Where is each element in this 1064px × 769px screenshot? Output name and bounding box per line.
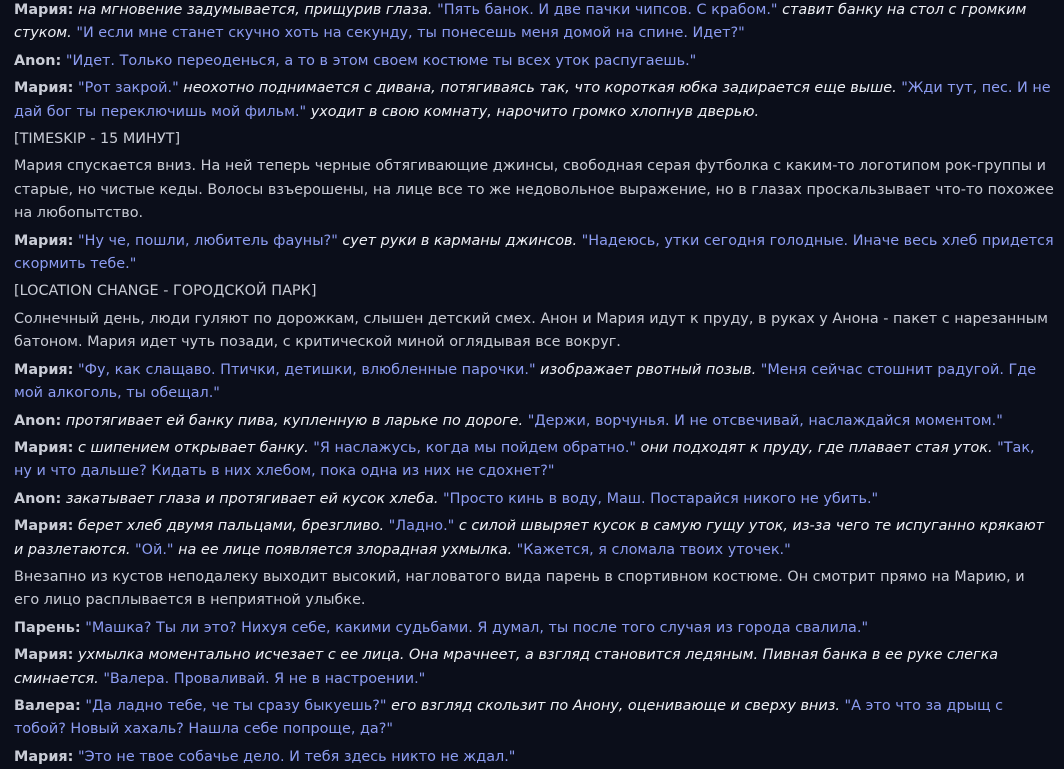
- quoted-speech: "Ну че, пошли, любитель фауны?": [78, 232, 338, 249]
- chat-message: [14, 230, 1054, 277]
- quoted-speech: "Просто кинь в воду, Маш. Постарайся никого не убить.": [443, 490, 879, 507]
- speaker-name: Мария:: [14, 748, 74, 765]
- quoted-speech: "Меня сейчас стошнит радугой. Где мой алкоголь, ты обещал.": [14, 361, 1037, 402]
- quoted-speech: "А это что за дрыщ с тобой? Новый хахаль? Нашла себе попроще, да?": [14, 697, 1004, 738]
- narration-text: Внезапно из кустов неподалеку выходит высокий, нагловатого вида парень в спортивном костюме. Он смотрит прямо на Марию, и его лицо расплывается в неприятной улыбке.: [14, 568, 1025, 609]
- narration-text: Мария спускается вниз. На ней теперь черные обтягивающие джинсы, свободная серая футболка с каким-то логотипом рок-группы и старые, но чистые кеды. Волосы взъерошены, на лице все то же недовольное выражение, но в глазах проскальзывает что-то похожее на любопытство.: [14, 158, 1054, 222]
- action-text: с силой швыряет кусок в самую гущу уток, из-за чего те испуганно крякают и разлетаются.: [14, 518, 1045, 558]
- speaker-name: Мария:: [14, 361, 74, 378]
- speaker-name: Anon:: [14, 52, 62, 69]
- quoted-speech: "Идет. Только переоденься, а то в этом своем костюме ты всех уток распугаешь.": [65, 52, 697, 69]
- action-text: протягивает ей банку пива, купленную в ларьке по дороге.: [65, 412, 524, 429]
- quoted-speech: "Ладно.": [388, 518, 455, 535]
- action-text: сует руки в карманы джинсов.: [342, 232, 578, 249]
- chat-message: [14, 746, 1054, 769]
- chat-message: [14, 308, 1054, 355]
- quoted-speech: "И если мне станет скучно хоть на секунду, ты понесешь меня домой на спине. Идет?": [76, 25, 745, 42]
- chat-message: [14, 50, 1054, 73]
- action-text: закатывает глаза и протягивает ей кусок хлеба.: [65, 490, 439, 507]
- quoted-speech: "Кажется, я сломала твоих уточек.": [516, 541, 791, 558]
- quoted-speech: "Жди тут, пес. И не дай бог ты переключишь мой фильм.": [14, 80, 1051, 120]
- chat-message: [14, 77, 1054, 124]
- action-text: ставит банку на стол с громким стуком.: [14, 2, 1027, 42]
- quoted-speech: "Так, ну и что дальше? Кидать в них хлебом, пока одна из них не сдохнет?": [14, 439, 1035, 480]
- speaker-name: Парень:: [14, 619, 81, 636]
- chat-message: [14, 437, 1054, 484]
- quoted-speech: "Я наслажусь, когда мы пойдем обратно.": [313, 439, 637, 456]
- speaker-name: Anon:: [14, 490, 62, 507]
- action-text: берет хлеб двумя пальцами, брезгливо.: [78, 518, 385, 535]
- action-text: изображает рвотный позыв.: [540, 361, 757, 378]
- chat-message: [14, 644, 1054, 691]
- speaker-name: Мария:: [14, 647, 74, 664]
- chat-message: [14, 617, 1054, 640]
- chat-message: [14, 128, 1054, 151]
- chat-message: [14, 0, 1054, 46]
- chat-message: [14, 695, 1054, 742]
- speaker-name: Валера:: [14, 697, 81, 714]
- quoted-speech: "Рот закрой.": [78, 80, 179, 97]
- chat-message: [14, 155, 1054, 225]
- chat-message: [14, 359, 1054, 406]
- narration-text: Солнечный день, люди гуляют по дорожкам, слышен детский смех. Анон и Мария идут к пруду, в руках у Анона - пакет с нарезанным батоном. Мария идет чуть позади, с критической миной оглядывая все вокруг.: [14, 310, 1048, 351]
- action-text: с шипением открывает банку.: [78, 439, 309, 456]
- chat-message: [14, 515, 1054, 562]
- action-text: ухмылка моментально исчезает с ее лица. Она мрачнеет, а взгляд становится ледяным. Пивная банка в ее руке слегка сминается.: [14, 647, 999, 687]
- chat-message: [14, 280, 1054, 303]
- speaker-name: Мария:: [14, 2, 74, 18]
- action-text: на мгновение задумывается, прищурив глаза.: [78, 2, 433, 18]
- chat-message: [14, 410, 1054, 433]
- chat-message: [14, 566, 1054, 613]
- speaker-name: Anon:: [14, 412, 62, 429]
- speaker-name: Мария:: [14, 232, 74, 249]
- quoted-speech: "Ой.": [135, 541, 174, 558]
- narration-text: [TIMESKIP - 15 МИНУТ]: [14, 131, 181, 148]
- quoted-speech: "Машка? Ты ли это? Нихуя себе, какими судьбами. Я думал, ты после того случая из города свалила.": [85, 619, 869, 636]
- action-text: неохотно поднимается с дивана, потягиваясь так, что короткая юбка задирается еще выше.: [183, 80, 897, 97]
- quoted-speech: "Это не твое собачье дело. И тебя здесь никто не ждал.": [78, 748, 516, 765]
- quoted-speech: "Да ладно тебе, че ты сразу быкуешь?": [85, 697, 387, 714]
- action-text: на ее лице появляется злорадная ухмылка.: [178, 541, 513, 558]
- quoted-speech: "Пять банок. И две пачки чипсов. С крабом.": [437, 2, 778, 18]
- speaker-name: Мария:: [14, 439, 74, 456]
- quoted-speech: "Валера. Проваливай. Я не в настроении.": [103, 670, 426, 687]
- chat-message: [14, 488, 1054, 511]
- speaker-name: Мария:: [14, 518, 74, 535]
- quoted-speech: "Фу, как слащаво. Птички, детишки, влюбленные парочки.": [78, 361, 536, 378]
- speaker-name: Мария:: [14, 80, 74, 97]
- action-text: уходит в свою комнату, нарочито громко хлопнув дверью.: [310, 103, 760, 120]
- quoted-speech: "Надеюсь, утки сегодня голодные. Иначе весь хлеб придется скормить тебе.": [14, 232, 1054, 273]
- quoted-speech: "Держи, ворчунья. И не отсвечивай, наслаждайся моментом.": [527, 412, 1003, 429]
- narration-text: [LOCATION CHANGE - ГОРОДСКОЙ ПАРК]: [14, 283, 317, 300]
- action-text: его взгляд скользит по Анону, оценивающе и сверху вниз.: [391, 697, 840, 714]
- action-text: они подходят к пруду, где плавает стая уток.: [640, 439, 993, 456]
